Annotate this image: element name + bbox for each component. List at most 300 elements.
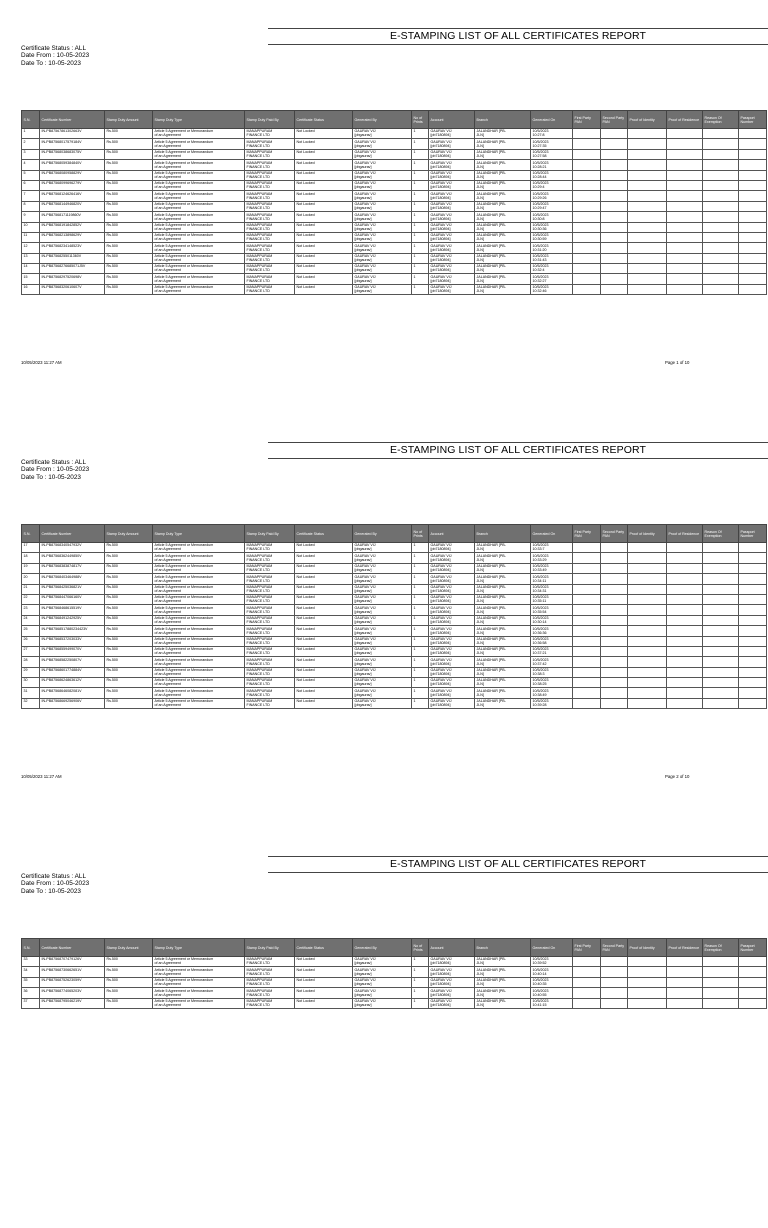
empty-cell bbox=[573, 698, 601, 708]
generated-by-cell bbox=[353, 594, 412, 604]
duty-type-cell-line: Article 5 Agreement or Memorandum bbox=[154, 202, 214, 207]
account-cell-line: GAURAV VIJ bbox=[430, 222, 452, 227]
empty-cell bbox=[703, 222, 739, 232]
branch-cell bbox=[475, 657, 531, 667]
empty-cell bbox=[703, 626, 739, 636]
certificate-number-cell: IN-PB87568537203033V bbox=[40, 636, 105, 646]
branch-cell bbox=[475, 253, 531, 263]
generated-on-cell-line: 10/5/2023 bbox=[532, 957, 549, 962]
empty-cell bbox=[628, 232, 667, 242]
account-cell-line: [pb7180894] bbox=[430, 195, 451, 200]
duty-type-cell-line: Article 5 Agreement or Memorandum bbox=[154, 626, 214, 631]
empty-cell bbox=[573, 615, 601, 625]
generated-on-cell bbox=[531, 553, 573, 563]
account-cell-line: [pb7180894] bbox=[430, 568, 451, 573]
empty-cell bbox=[739, 253, 767, 263]
generated-on-cell-line: 10:28:21 bbox=[532, 164, 547, 169]
branch-cell-line: JLN] bbox=[476, 640, 484, 645]
paid-by-cell bbox=[245, 615, 295, 625]
column-header: Account bbox=[429, 525, 475, 543]
status-cell: Not Locked bbox=[295, 563, 353, 573]
generated-on-cell-line: 10:32:46 bbox=[532, 289, 547, 294]
duty-type-cell-line: of an Agreement bbox=[154, 154, 181, 159]
branch-cell-line: JLN] bbox=[476, 216, 484, 221]
table-row bbox=[22, 149, 767, 159]
branch-cell-line: JALANDHAR [PB- bbox=[476, 657, 506, 662]
empty-cell bbox=[628, 222, 667, 232]
paid-by-cell bbox=[245, 636, 295, 646]
empty-cell bbox=[573, 636, 601, 646]
generated-on-cell-line: 10:27:35 bbox=[532, 143, 547, 148]
generated-on-cell-line: 10/5/2023 bbox=[532, 222, 549, 227]
column-header: Stamp Duty Paid By bbox=[245, 111, 295, 129]
duty-type-cell-line: Article 5 Agreement or Memorandum bbox=[154, 274, 214, 279]
paid-by-cell-line: MANAPPURAM bbox=[246, 647, 273, 652]
empty-cell bbox=[573, 646, 601, 656]
amount-cell: Rs.500 bbox=[105, 543, 153, 553]
certificate-number-cell: IN-PB87568669256906V bbox=[40, 698, 105, 708]
generated-by-cell-line: [pbgaurav] bbox=[354, 992, 372, 997]
duty-type-cell bbox=[153, 191, 245, 201]
empty-cell bbox=[667, 967, 703, 977]
status-cell: Not Locked bbox=[295, 957, 353, 967]
generated-on-cell bbox=[531, 977, 573, 987]
duty-type-cell-line: Article 5 Agreement or Memorandum bbox=[154, 264, 214, 269]
paid-by-cell bbox=[245, 284, 295, 294]
status-cell: Not Locked bbox=[295, 594, 353, 604]
generated-on-cell-line: 10/5/2023 bbox=[532, 967, 549, 972]
empty-cell bbox=[667, 615, 703, 625]
empty-cell bbox=[703, 180, 739, 190]
status-cell: Not Locked bbox=[295, 243, 353, 253]
certificates-table bbox=[21, 938, 767, 1009]
account-cell-line: [pb7180894] bbox=[430, 133, 451, 138]
paid-by-cell bbox=[245, 543, 295, 553]
generated-by-cell-line: [pbgaurav] bbox=[354, 557, 372, 562]
empty-cell bbox=[628, 574, 667, 584]
branch-cell-line: JLN] bbox=[476, 568, 484, 573]
sn-cell: 36 bbox=[22, 988, 40, 998]
paid-by-cell-line: FINANCE LTD bbox=[246, 174, 270, 179]
empty-cell bbox=[739, 698, 767, 708]
column-header: Generated By bbox=[353, 939, 412, 957]
duty-type-cell-line: of an Agreement bbox=[154, 547, 181, 552]
table-row bbox=[22, 584, 767, 594]
generated-on-cell-line: 10:37:21 bbox=[532, 651, 547, 656]
column-header: Generated By bbox=[353, 111, 412, 129]
branch-cell-line: JLN] bbox=[476, 599, 484, 604]
empty-cell bbox=[667, 678, 703, 688]
account-cell-line: GAURAV VIJ bbox=[430, 243, 452, 248]
paid-by-cell-line: MANAPPURAM bbox=[246, 129, 273, 134]
empty-cell bbox=[573, 667, 601, 677]
empty-cell bbox=[601, 274, 628, 284]
column-header: Account bbox=[429, 939, 475, 957]
duty-type-cell-line: Article 5 Agreement or Memorandum bbox=[154, 657, 214, 662]
empty-cell bbox=[703, 191, 739, 201]
paid-by-cell-line: FINANCE LTD bbox=[246, 133, 270, 138]
account-cell bbox=[429, 274, 475, 284]
empty-cell bbox=[573, 180, 601, 190]
branch-cell-line: JALANDHAR [PB- bbox=[476, 181, 506, 186]
duty-type-cell bbox=[153, 998, 245, 1008]
branch-cell bbox=[475, 688, 531, 698]
duty-type-cell-line: of an Agreement bbox=[154, 143, 181, 148]
generated-by-cell bbox=[353, 243, 412, 253]
paid-by-cell-line: FINANCE LTD bbox=[246, 1002, 270, 1007]
empty-cell bbox=[667, 988, 703, 998]
empty-cell bbox=[573, 998, 601, 1008]
generated-by-cell-line: GAURAV VIJ bbox=[354, 636, 376, 641]
empty-cell bbox=[601, 594, 628, 604]
duty-type-cell-line: Article 5 Agreement or Memorandum bbox=[154, 647, 214, 652]
branch-cell-line: JLN] bbox=[476, 692, 484, 697]
duty-type-cell-line: of an Agreement bbox=[154, 164, 181, 169]
branch-cell-line: JALANDHAR [PB- bbox=[476, 243, 506, 248]
paid-by-cell-line: MANAPPURAM bbox=[246, 264, 273, 269]
sn-cell: 18 bbox=[22, 553, 40, 563]
table-row bbox=[22, 139, 767, 149]
account-cell-line: GAURAV VIJ bbox=[430, 285, 452, 290]
empty-cell bbox=[667, 170, 703, 180]
branch-cell bbox=[475, 998, 531, 1008]
empty-cell bbox=[601, 688, 628, 698]
account-cell-line: GAURAV VIJ bbox=[430, 264, 452, 269]
branch-cell-line: JALANDHAR [PB- bbox=[476, 160, 506, 165]
empty-cell bbox=[628, 264, 667, 274]
empty-cell bbox=[628, 129, 667, 139]
generated-on-cell-line: 10:38:3 bbox=[532, 672, 545, 677]
generated-by-cell-line: [pbgaurav] bbox=[354, 568, 372, 573]
branch-cell-line: JALANDHAR [PB- bbox=[476, 212, 506, 217]
duty-type-cell-line: Article 5 Agreement or Memorandum bbox=[154, 699, 214, 704]
generated-by-cell bbox=[353, 149, 412, 159]
empty-cell bbox=[703, 678, 739, 688]
title-bottom-rule bbox=[268, 872, 768, 873]
sn-cell: 31 bbox=[22, 688, 40, 698]
generated-by-cell-line: [pbgaurav] bbox=[354, 961, 372, 966]
generated-on-cell-line: 10:34:31 bbox=[532, 588, 547, 593]
column-header: S.N. bbox=[22, 939, 40, 957]
status-cell: Not Locked bbox=[295, 274, 353, 284]
column-header: Proof of Residence bbox=[667, 525, 703, 543]
empty-cell bbox=[601, 998, 628, 1008]
duty-type-cell-line: Article 5 Agreement or Memorandum bbox=[154, 595, 214, 600]
generated-on-cell-line: 10/5/2023 bbox=[532, 129, 549, 134]
certificate-number-cell: IN-PB87568468615519V bbox=[40, 605, 105, 615]
empty-cell bbox=[628, 212, 667, 222]
status-cell: Not Locked bbox=[295, 584, 353, 594]
generated-by-cell-line: [pbgaurav] bbox=[354, 258, 372, 263]
sn-cell: 7 bbox=[22, 191, 40, 201]
branch-cell-line: JLN] bbox=[476, 278, 484, 283]
generated-by-cell bbox=[353, 264, 412, 274]
certificate-number-cell: IN-PB87568255011360V bbox=[40, 253, 105, 263]
column-header: Generated On bbox=[531, 111, 573, 129]
table-row bbox=[22, 232, 767, 242]
sn-cell: 22 bbox=[22, 594, 40, 604]
branch-cell bbox=[475, 212, 531, 222]
paid-by-cell-line: FINANCE LTD bbox=[246, 982, 270, 987]
paid-by-cell-line: FINANCE LTD bbox=[246, 692, 270, 697]
empty-cell bbox=[601, 584, 628, 594]
paid-by-cell-line: MANAPPURAM bbox=[246, 978, 273, 983]
paid-by-cell-line: FINANCE LTD bbox=[246, 278, 270, 283]
duty-type-cell-line: Article 5 Agreement or Memorandum bbox=[154, 222, 214, 227]
certificate-number-cell: IN-PB87568144946820V bbox=[40, 201, 105, 211]
account-cell bbox=[429, 698, 475, 708]
column-header: Certificate Number bbox=[40, 525, 105, 543]
account-cell-line: [pb7180894] bbox=[430, 651, 451, 656]
generated-on-cell bbox=[531, 232, 573, 242]
empty-cell bbox=[601, 129, 628, 139]
paid-by-cell-line: FINANCE LTD bbox=[246, 651, 270, 656]
paid-by-cell-line: MANAPPURAM bbox=[246, 967, 273, 972]
account-cell-line: [pb7180894] bbox=[430, 174, 451, 179]
paid-by-cell bbox=[245, 988, 295, 998]
empty-cell bbox=[628, 553, 667, 563]
status-cell: Not Locked bbox=[295, 605, 353, 615]
generated-by-cell-line: [pbgaurav] bbox=[354, 599, 372, 604]
generated-on-cell-line: 10:41:15 bbox=[532, 1002, 547, 1007]
prints-cell: 1 bbox=[412, 636, 429, 646]
empty-cell bbox=[739, 594, 767, 604]
generated-by-cell-line: GAURAV VIJ bbox=[354, 254, 376, 259]
empty-cell bbox=[628, 243, 667, 253]
empty-cell bbox=[601, 139, 628, 149]
sn-cell: 5 bbox=[22, 170, 40, 180]
generated-by-cell-line: GAURAV VIJ bbox=[354, 243, 376, 248]
empty-cell bbox=[628, 626, 667, 636]
duty-type-cell-line: of an Agreement bbox=[154, 609, 181, 614]
empty-cell bbox=[703, 543, 739, 553]
empty-cell bbox=[601, 284, 628, 294]
account-cell-line: GAURAV VIJ bbox=[430, 957, 452, 962]
empty-cell bbox=[739, 605, 767, 615]
paid-by-cell bbox=[245, 129, 295, 139]
empty-cell bbox=[739, 563, 767, 573]
account-cell-line: [pb7180894] bbox=[430, 154, 451, 159]
paid-by-cell-line: MANAPPURAM bbox=[246, 668, 273, 673]
generated-by-cell-line: [pbgaurav] bbox=[354, 268, 372, 273]
empty-cell bbox=[739, 615, 767, 625]
account-cell bbox=[429, 212, 475, 222]
empty-cell bbox=[739, 584, 767, 594]
title-top-rule bbox=[268, 442, 768, 443]
empty-cell bbox=[739, 574, 767, 584]
generated-on-cell-line: 10:30:59 bbox=[532, 237, 547, 242]
account-cell bbox=[429, 222, 475, 232]
empty-cell bbox=[573, 594, 601, 604]
prints-cell: 1 bbox=[412, 160, 429, 170]
account-cell-line: [pb7180894] bbox=[430, 278, 451, 283]
generated-by-cell-line: GAURAV VIJ bbox=[354, 191, 376, 196]
certificate-number-cell: IN-PB87568059384840V bbox=[40, 160, 105, 170]
generated-by-cell-line: GAURAV VIJ bbox=[354, 202, 376, 207]
paid-by-cell-line: MANAPPURAM bbox=[246, 636, 273, 641]
generated-on-cell bbox=[531, 678, 573, 688]
empty-cell bbox=[667, 274, 703, 284]
empty-cell bbox=[739, 264, 767, 274]
empty-cell bbox=[573, 139, 601, 149]
empty-cell bbox=[628, 667, 667, 677]
account-cell-line: [pb7180894] bbox=[430, 672, 451, 677]
account-cell bbox=[429, 543, 475, 553]
account-cell-line: GAURAV VIJ bbox=[430, 254, 452, 259]
duty-type-cell-line: of an Agreement bbox=[154, 206, 181, 211]
empty-cell bbox=[573, 584, 601, 594]
paid-by-cell-line: FINANCE LTD bbox=[246, 216, 270, 221]
generated-by-cell-line: [pbgaurav] bbox=[354, 278, 372, 283]
status-cell: Not Locked bbox=[295, 139, 353, 149]
prints-cell: 1 bbox=[412, 594, 429, 604]
date-to-filter: Date To : 10-05-2023 bbox=[21, 887, 81, 895]
generated-on-cell-line: 10:36:58 bbox=[532, 640, 547, 645]
generated-by-cell bbox=[353, 129, 412, 139]
duty-type-cell-line: of an Agreement bbox=[154, 692, 181, 697]
duty-type-cell-line: of an Agreement bbox=[154, 703, 181, 708]
empty-cell bbox=[739, 284, 767, 294]
prints-cell: 1 bbox=[412, 149, 429, 159]
duty-type-cell-line: of an Agreement bbox=[154, 289, 181, 294]
empty-cell bbox=[703, 967, 739, 977]
generated-on-cell-line: 10:40:14 bbox=[532, 971, 547, 976]
paid-by-cell bbox=[245, 678, 295, 688]
generated-by-cell bbox=[353, 626, 412, 636]
generated-on-cell bbox=[531, 180, 573, 190]
title-top-rule bbox=[268, 856, 768, 857]
paid-by-cell bbox=[245, 149, 295, 159]
branch-cell bbox=[475, 129, 531, 139]
branch-cell bbox=[475, 264, 531, 274]
certificate-number-cell: IN-PB87568447066160V bbox=[40, 594, 105, 604]
empty-cell bbox=[703, 698, 739, 708]
branch-cell-line: JALANDHAR [PB- bbox=[476, 553, 506, 558]
branch-cell bbox=[475, 243, 531, 253]
certificate-number-cell: IN-PB87567861302663V bbox=[40, 129, 105, 139]
generated-by-cell-line: [pbgaurav] bbox=[354, 692, 372, 697]
branch-cell bbox=[475, 636, 531, 646]
page-number: Page 2 of 10 bbox=[665, 774, 690, 779]
branch-cell-line: JLN] bbox=[476, 164, 484, 169]
sn-cell: 14 bbox=[22, 264, 40, 274]
empty-cell bbox=[573, 222, 601, 232]
empty-cell bbox=[667, 543, 703, 553]
account-cell bbox=[429, 149, 475, 159]
paid-by-cell bbox=[245, 967, 295, 977]
column-header: Certificate Status bbox=[295, 525, 353, 543]
paid-by-cell-line: MANAPPURAM bbox=[246, 191, 273, 196]
generated-by-cell bbox=[353, 615, 412, 625]
table-row bbox=[22, 553, 767, 563]
branch-cell bbox=[475, 201, 531, 211]
empty-cell bbox=[703, 584, 739, 594]
sn-cell: 10 bbox=[22, 222, 40, 232]
account-cell-line: [pb7180894] bbox=[430, 640, 451, 645]
table-row bbox=[22, 698, 767, 708]
generated-by-cell bbox=[353, 191, 412, 201]
duty-type-cell-line: of an Agreement bbox=[154, 268, 181, 273]
sn-cell: 37 bbox=[22, 998, 40, 1008]
empty-cell bbox=[667, 977, 703, 987]
paid-by-cell bbox=[245, 977, 295, 987]
amount-cell: Rs.500 bbox=[105, 243, 153, 253]
empty-cell bbox=[667, 667, 703, 677]
generated-by-cell bbox=[353, 170, 412, 180]
column-header: Certificate Status bbox=[295, 111, 353, 129]
amount-cell: Rs.500 bbox=[105, 646, 153, 656]
generated-on-cell bbox=[531, 688, 573, 698]
table-row bbox=[22, 688, 767, 698]
duty-type-cell-line: of an Agreement bbox=[154, 557, 181, 562]
duty-type-cell-line: Article 5 Agreement or Memorandum bbox=[154, 285, 214, 290]
column-header: No of Prints bbox=[412, 111, 429, 129]
generated-on-cell bbox=[531, 574, 573, 584]
generated-on-cell bbox=[531, 201, 573, 211]
paid-by-cell-line: MANAPPURAM bbox=[246, 543, 273, 548]
empty-cell bbox=[703, 232, 739, 242]
amount-cell: Rs.500 bbox=[105, 967, 153, 977]
duty-type-cell bbox=[153, 594, 245, 604]
amount-cell: Rs.500 bbox=[105, 129, 153, 139]
generated-by-cell-line: [pbgaurav] bbox=[354, 216, 372, 221]
empty-cell bbox=[601, 977, 628, 987]
status-cell: Not Locked bbox=[295, 688, 353, 698]
duty-type-cell bbox=[153, 584, 245, 594]
duty-type-cell-line: Article 5 Agreement or Memorandum bbox=[154, 243, 214, 248]
prints-cell: 1 bbox=[412, 243, 429, 253]
certificate-number-cell: IN-PB87568124626416V bbox=[40, 191, 105, 201]
generated-on-cell-line: 10/5/2023 bbox=[532, 998, 549, 1003]
sn-cell: 3 bbox=[22, 149, 40, 159]
paid-by-cell bbox=[245, 243, 295, 253]
empty-cell bbox=[601, 698, 628, 708]
column-header: Stamp Duty Type bbox=[153, 111, 245, 129]
amount-cell: Rs.500 bbox=[105, 139, 153, 149]
branch-cell bbox=[475, 957, 531, 967]
generated-on-cell bbox=[531, 667, 573, 677]
duty-type-cell-line: Article 5 Agreement or Memorandum bbox=[154, 160, 214, 165]
paid-by-cell bbox=[245, 563, 295, 573]
generated-on-cell-line: 10:27:58 bbox=[532, 154, 547, 159]
column-header: Certificate Number bbox=[40, 111, 105, 129]
certificate-number-cell: IN-PB87568403464988V bbox=[40, 574, 105, 584]
generated-on-cell bbox=[531, 160, 573, 170]
empty-cell bbox=[573, 678, 601, 688]
branch-cell bbox=[475, 139, 531, 149]
duty-type-cell bbox=[153, 967, 245, 977]
certificate-number-cell: IN-PB87568624863612V bbox=[40, 678, 105, 688]
status-cell: Not Locked bbox=[295, 201, 353, 211]
duty-type-cell-line: Article 5 Agreement or Memorandum bbox=[154, 605, 214, 610]
generated-by-cell-line: GAURAV VIJ bbox=[354, 978, 376, 983]
duty-type-cell bbox=[153, 222, 245, 232]
generated-on-cell-line: 10/5/2023 bbox=[532, 978, 549, 983]
generated-by-cell bbox=[353, 688, 412, 698]
duty-type-cell bbox=[153, 139, 245, 149]
empty-cell bbox=[573, 957, 601, 967]
paid-by-cell-line: MANAPPURAM bbox=[246, 254, 273, 259]
certificate-number-cell: IN-PB87568646082081V bbox=[40, 688, 105, 698]
account-cell bbox=[429, 605, 475, 615]
generated-on-cell-line: 10/5/2023 bbox=[532, 553, 549, 558]
amount-cell: Rs.500 bbox=[105, 222, 153, 232]
status-cell: Not Locked bbox=[295, 149, 353, 159]
status-cell: Not Locked bbox=[295, 615, 353, 625]
generated-by-cell-line: [pbgaurav] bbox=[354, 630, 372, 635]
empty-cell bbox=[601, 667, 628, 677]
duty-type-cell-line: of an Agreement bbox=[154, 961, 181, 966]
